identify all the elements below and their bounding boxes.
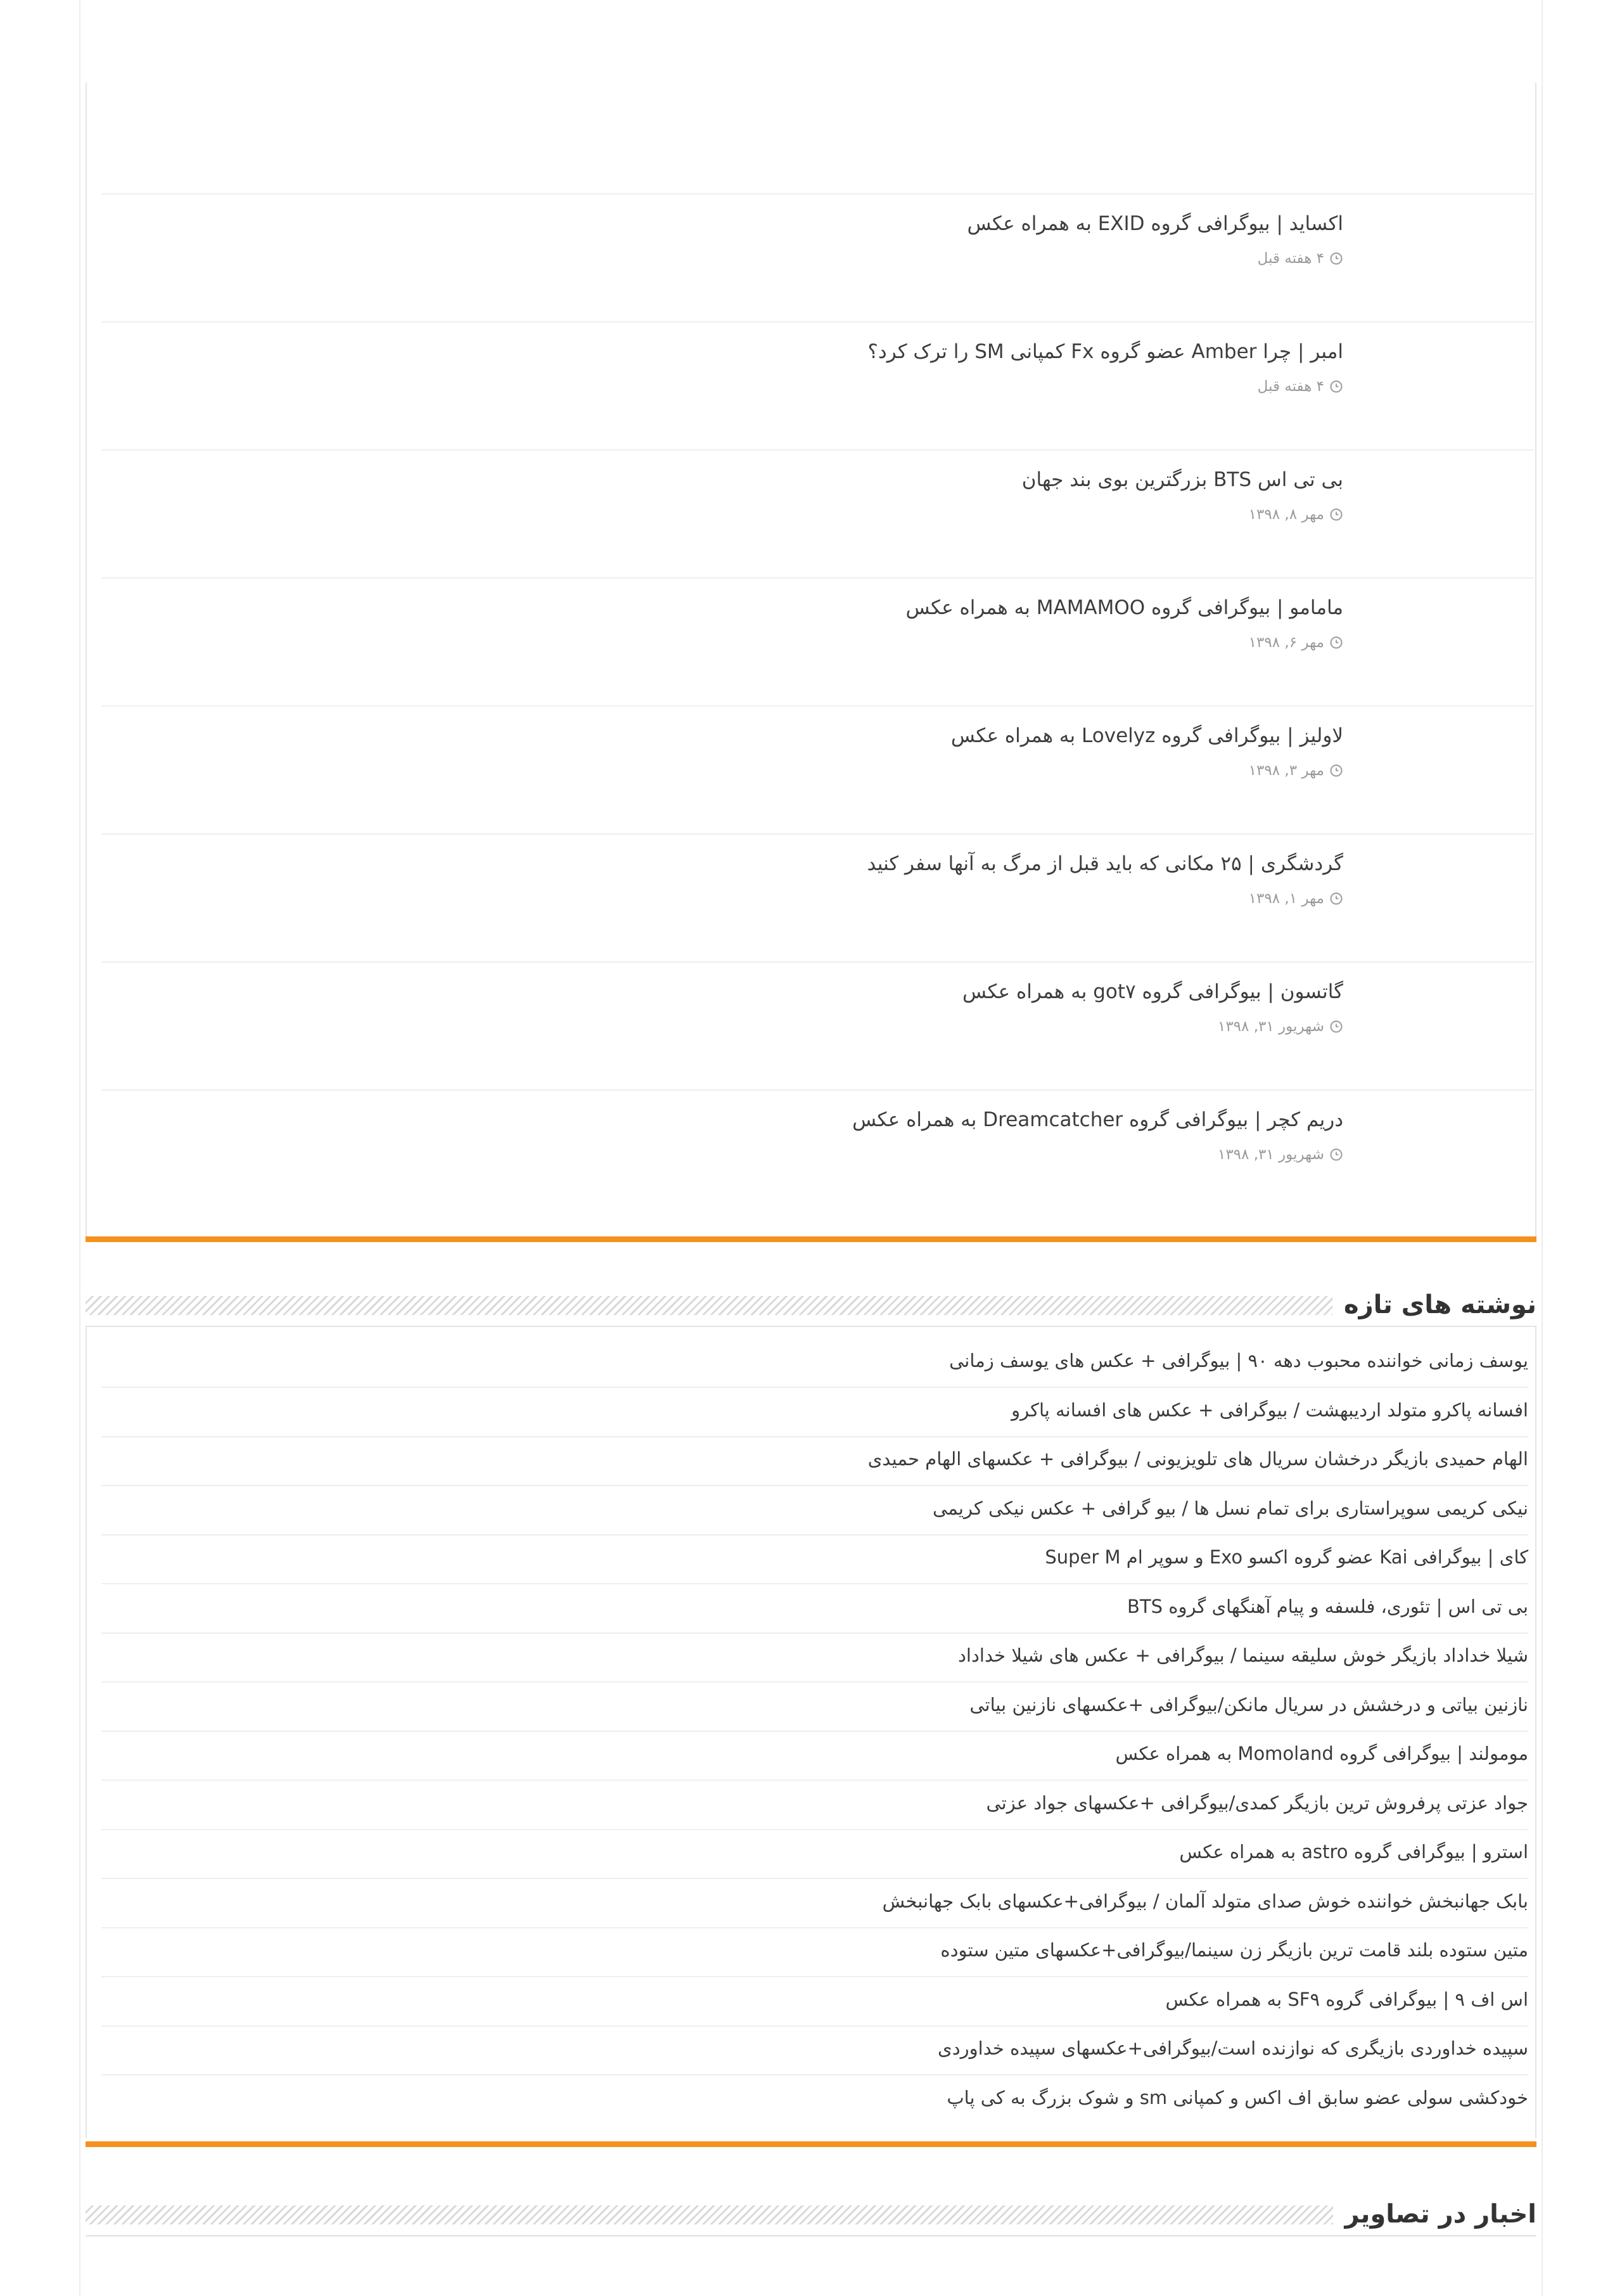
recent-post-item [101, 1388, 1528, 1437]
recent-post-item [101, 1731, 1528, 1781]
recent-post-item [101, 1879, 1528, 1928]
header-hatch-decoration [86, 2205, 1350, 2224]
post-item [101, 193, 1533, 321]
recent-post-item [101, 2075, 1528, 2125]
recent-post-item [101, 1781, 1528, 1830]
post-title-link[interactable]: اکساید | بیوگرافی گروه EXID به همراه عکس [967, 212, 1343, 235]
post-date-text: شهریور ۳۱, ۱۳۹۸ [1217, 1146, 1324, 1163]
recent-post-item [101, 1633, 1528, 1683]
clock-icon [1329, 764, 1343, 778]
post-item [101, 449, 1533, 577]
post-title-link[interactable]: امبر | چرا Amber عضو گروه Fx کمپانی SM را ترک کرد؟ [867, 340, 1343, 363]
recent-post-link[interactable]: سپیده خداوردی بازیگری که نوازنده است/بیوگرافی+عکسهای سپیده خداوردی [938, 2037, 1528, 2059]
post-date-text: شهریور ۳۱, ۱۳۹۸ [1217, 1018, 1324, 1035]
post-date [1249, 762, 1343, 779]
recent-post-item [101, 1338, 1528, 1388]
post-date-text: مهر ۸, ۱۳۹۸ [1248, 506, 1324, 523]
recent-posts-header [86, 1286, 1536, 1324]
recent-post-link[interactable]: شیلا خداداد بازیگر خوش سلیقه سینما / بیوگرافی + عکس های شیلا خداداد [958, 1645, 1528, 1666]
post-item [101, 705, 1533, 833]
post-date-text: مهر ۱, ۱۳۹۸ [1248, 890, 1324, 907]
post-item [101, 961, 1533, 1089]
post-date [1218, 1146, 1343, 1163]
recent-post-item [101, 1977, 1528, 2027]
recent-post-item [101, 1437, 1528, 1486]
post-date-text: ۴ هفته قبل [1257, 250, 1324, 267]
recent-post-link[interactable]: بی تی اس | تئوری، فلسفه و پیام آهنگهای گروه BTS [1127, 1596, 1528, 1617]
recent-post-link[interactable]: متین ستوده بلند قامت ترین بازیگر زن سینما/بیوگرافی+عکسهای متین ستوده [940, 1939, 1528, 1961]
recent-post-link[interactable]: بابک جهانبخش خواننده خوش صدای متولد آلمان / بیوگرافی+عکسهای بابک جهانبخش [882, 1890, 1528, 1912]
recent-post-link[interactable]: الهام حمیدی بازیگر درخشان سریال های تلویزیونی / بیوگرافی + عکسهای الهام حمیدی [867, 1448, 1528, 1470]
clock-icon [1329, 380, 1343, 394]
clock-icon [1329, 636, 1343, 650]
post-date-text: ۴ هفته قبل [1257, 378, 1324, 395]
post-item [101, 577, 1533, 705]
clock-icon [1329, 892, 1343, 906]
post-title-link[interactable]: لاولیز | بیوگرافی گروه Lovelyz به همراه عکس [950, 724, 1343, 747]
news-pictures-title: اخبار در تصاویر [1333, 2195, 1536, 2233]
clock-icon [1329, 1020, 1343, 1034]
recent-post-item [101, 2026, 1528, 2075]
recent-posts-title: نوشته های تازه [1332, 1286, 1536, 1324]
post-item [101, 321, 1533, 449]
news-pictures-header [86, 2195, 1536, 2233]
recent-post-item [101, 1535, 1528, 1584]
recent-post-item [101, 1683, 1528, 1732]
clock-icon [1329, 508, 1343, 522]
recent-post-item [101, 1584, 1528, 1634]
post-title-link[interactable]: گردشگری | ۲۵ مکانی که باید قبل از مرگ به آنها سفر کنید [867, 852, 1343, 875]
recent-post-link[interactable]: افسانه پاکرو متولد اردیبهشت / بیوگرافی + عکس های افسانه پاکرو [1011, 1399, 1528, 1421]
recent-post-link[interactable]: جواد عزتی پرفروش ترین بازیگر کمدی/بیوگرافی +عکسهای جواد عزتی [986, 1792, 1528, 1814]
recent-post-item [101, 1830, 1528, 1879]
post-title-link[interactable]: مامامو | بیوگرافی گروه MAMAMOO به همراه عکس [905, 596, 1343, 619]
post-item [101, 833, 1533, 961]
post-date [1249, 890, 1343, 907]
recent-posts-bottom-bar [86, 2141, 1536, 2147]
post-date-text: مهر ۳, ۱۳۹۸ [1248, 762, 1324, 779]
post-date [1249, 506, 1343, 523]
post-date [1218, 1018, 1343, 1035]
recent-post-item [101, 1928, 1528, 1977]
recent-post-item [101, 1486, 1528, 1536]
recent-post-link[interactable]: استرو | بیوگرافی گروه astro به همراه عکس [1179, 1841, 1528, 1863]
post-date-text: مهر ۶, ۱۳۹۸ [1248, 634, 1324, 651]
recent-post-link[interactable]: یوسف زمانی خواننده محبوب دهه ۹۰ | بیوگرافی + عکس های یوسف زمانی [949, 1350, 1528, 1371]
post-item [101, 1089, 1533, 1217]
post-date [1258, 378, 1343, 395]
recent-post-link[interactable]: نازنین بیاتی و درخشش در سریال مانکن/بیوگرافی +عکسهای نازنین بیاتی [969, 1694, 1528, 1716]
recent-post-link[interactable]: اس اف ۹ | بیوگرافی گروه SF۹ به همراه عکس [1165, 1989, 1528, 2010]
post-title-link[interactable]: گاتسون | بیوگرافی گروه got۷ به همراه عکس [962, 980, 1343, 1003]
clock-icon [1329, 252, 1343, 266]
post-date [1258, 250, 1343, 267]
post-title-link[interactable]: بی تی اس BTS بزرگترین بوی بند جهان [1021, 468, 1343, 491]
posts-widget-bottom-bar [86, 1236, 1536, 1242]
recent-post-link[interactable]: کای | بیوگرافی Kai عضو گروه اکسو Exo و سوپر ام Super M [1045, 1546, 1528, 1568]
clock-icon [1329, 1148, 1343, 1162]
recent-post-link[interactable]: مومولند | بیوگرافی گروه Momoland به همراه عکس [1115, 1743, 1528, 1764]
recent-post-link[interactable]: خودکشی سولی عضو سابق اف اکس و کمپانی sm و شوک بزرگ به کی پاپ [947, 2087, 1528, 2108]
news-pictures-rule [86, 2235, 1536, 2236]
post-title-link[interactable]: دریم کچر | بیوگرافی گروه Dreamcatcher به همراه عکس [852, 1108, 1343, 1131]
post-date [1249, 634, 1343, 651]
recent-post-link[interactable]: نیکی کریمی سوپراستاری برای تمام نسل ها / بیو گرافی + عکس نیکی کریمی [932, 1498, 1528, 1519]
header-hatch-decoration [86, 1296, 1350, 1315]
